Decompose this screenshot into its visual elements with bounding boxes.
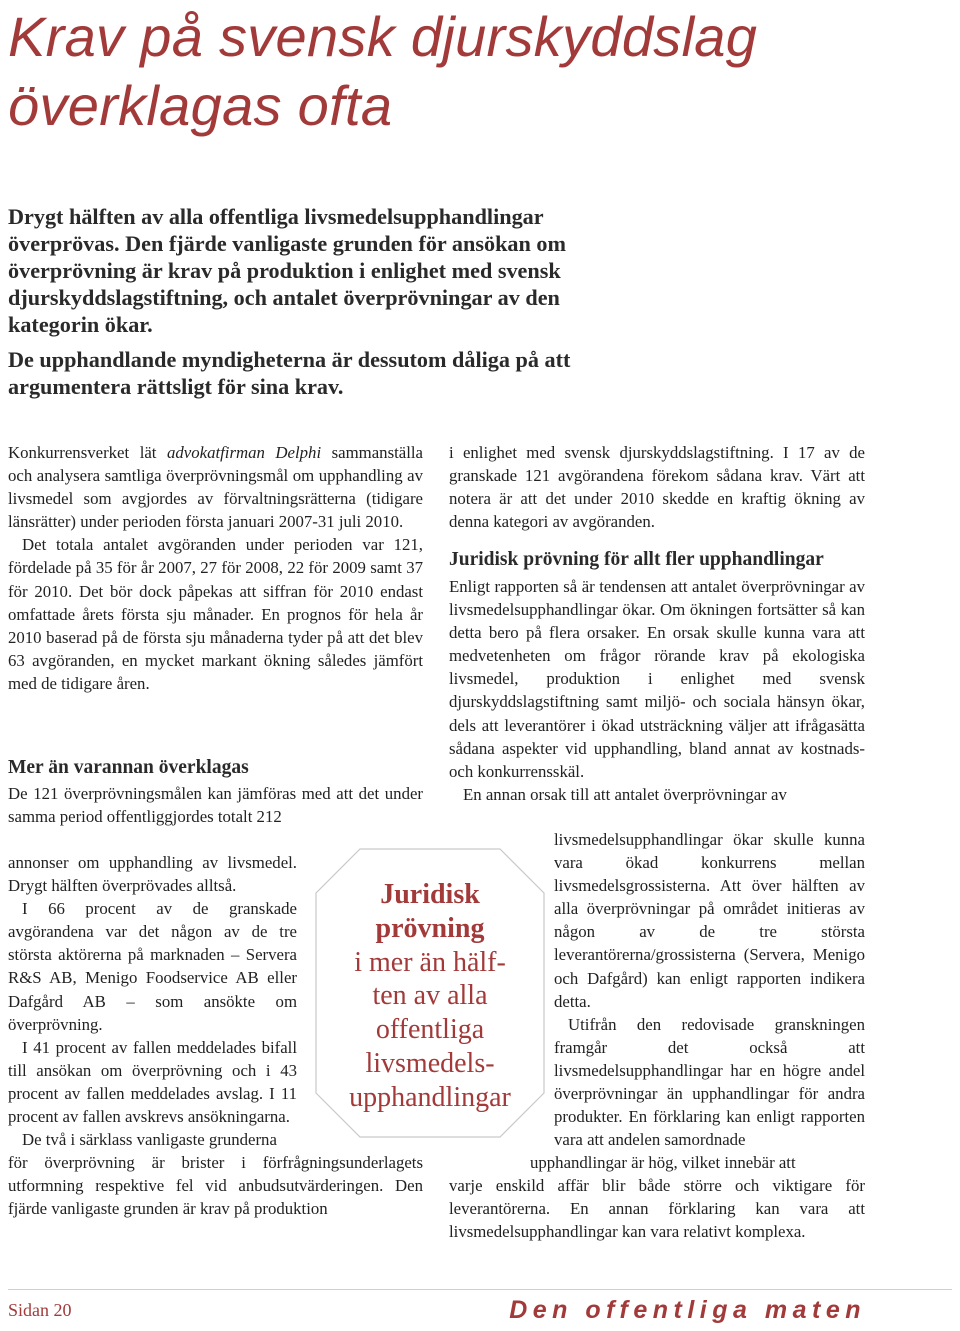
article-title: Krav på svensk djurskyddslag överklagas ofta <box>8 5 758 137</box>
col1-paragraph-6-end: för överprövning är brister i förfrågningsunderlagets utformning respektive fel vid anbudsutvärderingen. Den fjärde vanligaste grunden är krav på produktion <box>8 1153 423 1219</box>
pull-quote <box>315 848 545 1138</box>
col2-paragraph-2: Enligt rapporten så är tendensen att antalet överprövningar av livsmedelsupphandlingar ökar. Om ökningen fortsätter så kan detta bero på flera orsaker. En orsak skulle kunna vara att medvetenheten om frågor rörande krav på ekologiska livsmedel, produktion i enlighet med svensk djurskyddslagstiftning samt miljö- och sociala hänsyn ökar, dels att leverantörer i ökad utsträckning väljer att ifrågasätta sådana aspekter vid upphandling, bland annat av kostnads- och konkurrensskäl. <box>449 577 865 781</box>
page-number: Sidan 20 <box>8 1300 72 1320</box>
col2-paragraph-3-start: En annan orsak till att antalet överprövningar av <box>463 784 787 804</box>
footer-rule <box>8 1289 952 1290</box>
col1-paragraph-1 <box>8 441 423 695</box>
col1-p1-start: Konkurrensverket lät <box>8 443 168 462</box>
pull-quote-line-1: Juridisk <box>380 879 480 910</box>
pull-quote-text <box>315 878 545 1115</box>
col2-narrow-block <box>554 828 865 1151</box>
col1-paragraph-3-end: annonser om upphandling av livsmedel. Drygt hälften överprövades alltså. <box>8 853 297 896</box>
col2-paragraph-4-mid: upphandlingar är hög, vilket innebär att <box>530 1153 796 1172</box>
magazine-name: Den offentliga maten <box>509 1296 866 1324</box>
col1-paragraph-2: Det totala antalet avgöranden under perioden var 121, fördelade på 35 för år 2007, 27 för 2008, 22 för 2009 samt 37 för 2010. Det bör dock påpekas att siffran för 2010 endast omfattade årets första sju månader. En prognos för hela år 2010 baserad på de första sju månaderna tyder på att det blev 63 avgöranden, en mycket markant ökning således jämfört med de tidigare åren. <box>8 535 423 693</box>
lead-paragraph-2: De upphandlande myndigheterna är dessutom dåliga på att argumentera rättsligt för sina krav. <box>8 347 571 399</box>
col2-paragraph-3: livsmedelsupphandlingar ökar skulle kunna vara ökad konkurrens mellan livsmedelsgrossisterna. Att över hälften av alla överprövningar på området initieras av någon av de tre största leverantörerna/grossisterna (Servera, Menigo och Dafgård) kan enligt rapporten indikera detta. <box>554 830 865 1011</box>
col1-p1-end: sammanställa och analysera samtliga överprövningsmål om upphandling av livsmedel som avgjordes av förvaltningsrätterna (tidigare länsrätter) under perioden första januari 2007-31 juli 2010. <box>8 443 423 532</box>
pull-quote-line-6: livsmedels- <box>365 1047 495 1079</box>
pull-quote-line-3: i mer än hälf- <box>354 946 506 978</box>
col2-block <box>449 575 865 806</box>
col2-heading-1: Juridisk prövning för allt fler upphandlingar <box>449 549 824 570</box>
col1-paragraph-5: I 41 procent av fallen meddelades bifall till ansökan om överprövning och i 43 procent av fallen meddelades avslag. I 11 procent av fallen avskrevs ansökningarna. <box>8 1037 297 1127</box>
col2-paragraph-4-end: varje enskild affär blir både större och viktigare för leverantörerna. En annan förklaring kan vara att livsmedelsupphandlingar kan vara relativt komplexa. <box>449 1176 865 1242</box>
pull-quote-line-5: offentliga <box>375 1014 485 1046</box>
col1-p1-firm: advokatfirman Delphi <box>167 443 322 462</box>
lead-paragraph-1: Drygt hälften av alla offentliga livsmedelsupphandlingar överprövas. Den fjärde vanligaste grunden för ansökan om överprövning är krav på produktion i enlighet med svensk djurskyddslagstiftning, och antalet överprövningar av den kategorin ökar. <box>8 204 566 337</box>
pull-quote-line-4: ten av alla <box>372 980 488 1012</box>
col2-paragraph-4: Utifrån den redovisade granskningen framgår det också att livsmedelsupphandlingar har en högre andel överprövningar än upphandlingar för andra produkter. En förklaring kan enligt rapporten vara att andelen samordnade <box>554 1014 865 1150</box>
pull-quote-line-7: upphandlingar <box>349 1081 511 1113</box>
col1-paragraph-6-start: De två i särklass vanligaste grunderna <box>22 1130 277 1150</box>
col1-paragraph-4: I 66 procent av de granskade avgörandena var det någon av de tre största aktörerna på marknaden – Servera R&S AB, Menigo Foodservice AB eller Dafgård AB – som ansökte om överprövning. <box>8 899 297 1034</box>
col1-paragraph-3-start: De 121 överprövningsmålen kan jämföras med att det under samma period offentliggjordes totalt 212 <box>8 784 423 827</box>
col1-narrow-block <box>8 851 297 1151</box>
pull-quote-line-2: prövning <box>375 912 485 944</box>
col1-heading-1: Mer än varannan överklagas <box>8 757 249 778</box>
col2-paragraph-1: i enlighet med svensk djurskyddslagstiftning. I 17 av de granskade 121 avgörandena förekom sådana krav. Värt att notera är att det under 2010 skedde en kraftig ökning av denna kategori av avgöranden. <box>449 443 865 532</box>
